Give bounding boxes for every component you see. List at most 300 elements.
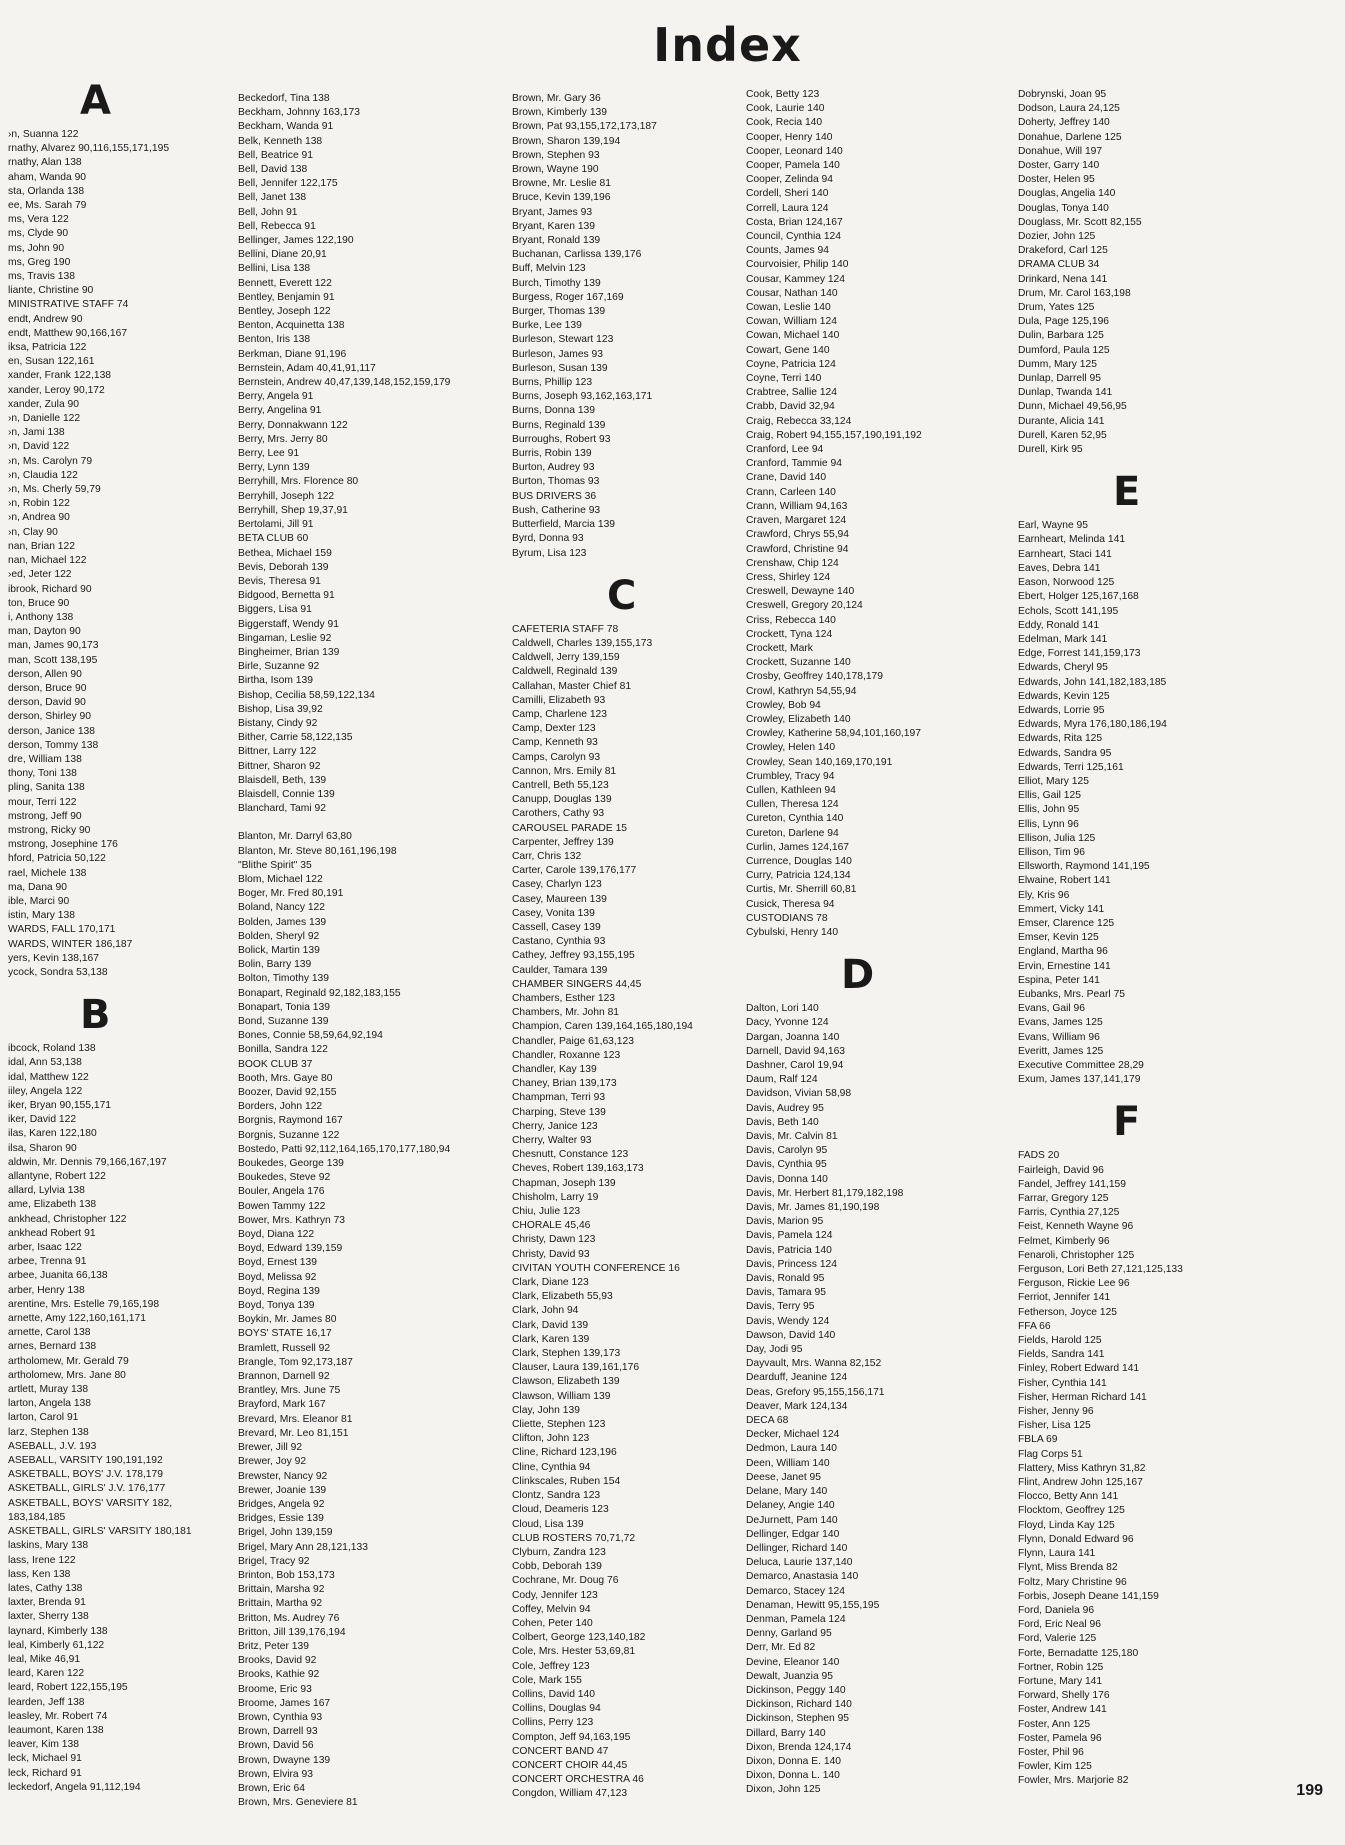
index-entry: Eddy, Ronald 141 xyxy=(1018,619,1100,631)
index-entry: DECA 68 xyxy=(746,1415,789,1427)
index-entry: Bingaman, Leslie 92 xyxy=(238,632,332,644)
index-entry: Ervin, Ernestine 141 xyxy=(1018,960,1111,972)
index-entry: Davis, Pamela 124 xyxy=(746,1230,833,1242)
index-entry: DeJurnett, Pam 140 xyxy=(746,1514,838,1526)
index-entry: Doster, Helen 95 xyxy=(1018,174,1095,186)
index-entry: Eason, Norwood 125 xyxy=(1018,577,1115,589)
index-entry: Bolton, Timothy 139 xyxy=(238,973,330,985)
index-entry: Curtis, Mr. Sherrill 60,81 xyxy=(746,884,857,896)
index-entry: Davis, Audrey 95 xyxy=(746,1102,824,1114)
index-entry: Davis, Ronald 95 xyxy=(746,1273,825,1285)
index-entry: rael, Michele 138 xyxy=(8,867,87,879)
index-entry: Daum, Ralf 124 xyxy=(746,1074,818,1086)
index-entry: Creswell, Dewayne 140 xyxy=(746,586,855,598)
index-entry: Dunlap, Darrell 95 xyxy=(1018,373,1101,385)
index-entry: Burke, Lee 139 xyxy=(512,320,582,332)
index-entry: yers, Kevin 138,167 xyxy=(8,952,100,964)
index-entry: Boyd, Diana 122 xyxy=(238,1229,315,1241)
index-entry: learden, Jeff 138 xyxy=(8,1696,85,1708)
index-entry: Booth, Mrs. Gaye 80 xyxy=(238,1072,333,1084)
index-entry: Brittain, Martha 92 xyxy=(238,1598,323,1610)
index-entry: Boland, Nancy 122 xyxy=(238,902,326,914)
index-entry: Craig, Rebecca 33,124 xyxy=(746,415,852,427)
index-entry: ASEBALL, VARSITY 190,191,192 xyxy=(8,1455,163,1467)
index-entry: leck, Richard 91 xyxy=(8,1767,82,1779)
index-entry: Derr, Mr. Ed 82 xyxy=(746,1642,816,1654)
index-entry: Crabtree, Sallie 124 xyxy=(746,387,838,399)
index-entry: aldwin, Mr. Dennis 79,166,167,197 xyxy=(8,1156,167,1168)
index-entry: Brigel, Mary Ann 28,121,133 xyxy=(238,1541,368,1553)
index-entry: Brinton, Bob 153,173 xyxy=(238,1569,335,1581)
index-entry: Dunn, Michael 49,56,95 xyxy=(1018,401,1127,413)
index-entry: Cooper, Leonard 140 xyxy=(746,145,843,157)
index-entry: Cousar, Kammey 124 xyxy=(746,273,846,285)
index-entry: Champman, Terri 93 xyxy=(512,1092,606,1104)
index-entry: Dearduff, Jeanine 124 xyxy=(746,1372,848,1384)
index-entry: Dayvault, Mrs. Wanna 82,152 xyxy=(746,1358,882,1370)
index-entry: Brannon, Darnell 92 xyxy=(238,1371,330,1383)
index-entry: Cullen, Theresa 124 xyxy=(746,799,839,811)
index-entry: Edwards, Lorrie 95 xyxy=(1018,704,1105,716)
index-entry: thony, Toni 138 xyxy=(8,768,77,780)
index-entry: mour, Terri 122 xyxy=(8,796,77,808)
index-entry: ASKETBALL, GIRLS' VARSITY 180,181 xyxy=(8,1526,192,1538)
index-entry: Ford, Eric Neal 96 xyxy=(1018,1619,1101,1631)
index-entry: Bidgood, Bernetta 91 xyxy=(238,590,335,602)
index-entry: laskins, Mary 138 xyxy=(8,1540,89,1552)
index-entry: Bower, Mrs. Kathryn 73 xyxy=(238,1214,346,1226)
index-entry: Davis, Donna 140 xyxy=(746,1173,828,1185)
index-entry: Collins, Douglas 94 xyxy=(512,1703,601,1715)
index-entry: Foster, Phil 96 xyxy=(1018,1746,1084,1758)
index-entry: Cureton, Darlene 94 xyxy=(746,827,839,839)
index-entry: Dunlap, Twanda 141 xyxy=(1018,387,1113,399)
index-entry: Blanton, Mr. Steve 80,161,196,198 xyxy=(238,845,397,857)
index-entry: ma, Dana 90 xyxy=(8,881,67,893)
index-entry: Fandel, Jeffrey 141,159 xyxy=(1018,1178,1127,1190)
index-entry: Edwards, John 141,182,183,185 xyxy=(1018,676,1167,688)
index-entry: Davis, Tamara 95 xyxy=(746,1287,826,1299)
index-entry: Berkman, Diane 91,196 xyxy=(238,348,347,360)
index-entry: WARDS, FALL 170,171 xyxy=(8,924,116,936)
index-entry: Fisher, Herman Richard 141 xyxy=(1018,1391,1147,1403)
index-entry: Biggers, Lisa 91 xyxy=(238,604,312,616)
index-entry: arnes, Bernard 138 xyxy=(8,1341,97,1353)
index-entry: Cook, Betty 123 xyxy=(746,89,820,100)
index-entry: laynard, Kimberly 138 xyxy=(8,1625,108,1637)
index-entry: Crawford, Christine 94 xyxy=(746,543,849,555)
index-entry: Bellinger, James 122,190 xyxy=(238,235,354,247)
index-entry: Butterfield, Marcia 139 xyxy=(512,519,616,531)
index-entry: CONCERT CHOIR 44,45 xyxy=(512,1759,628,1771)
index-entry: Carpenter, Jeffrey 139 xyxy=(512,836,614,848)
index-entry: ms, John 90 xyxy=(8,242,65,254)
index-entry: Echols, Scott 141,195 xyxy=(1018,605,1119,617)
index-entry: Forte, Bernadatte 125,180 xyxy=(1018,1647,1139,1659)
index-entry: Elliot, Mary 125 xyxy=(1018,775,1089,787)
index-entry: Camilli, Elizabeth 93 xyxy=(512,694,606,706)
index-entry: Edwards, Cheryl 95 xyxy=(1018,662,1108,674)
index-entry: iker, Bryan 90,155,171 xyxy=(8,1100,112,1111)
index-entry: arnette, Carol 138 xyxy=(8,1327,91,1339)
index-entry: leard, Karen 122 xyxy=(8,1668,85,1680)
index-entry: CAROUSEL PARADE 15 xyxy=(512,822,628,834)
index-entry: Colbert, George 123,140,182 xyxy=(512,1632,646,1644)
index-entry: Boozer, David 92,155 xyxy=(238,1087,337,1099)
index-entry: Bell, Jennifer 122,175 xyxy=(238,178,338,190)
index-entry: Brown, Eric 64 xyxy=(238,1782,305,1794)
index-entry: i, Anthony 138 xyxy=(8,611,74,623)
index-entry: Cole, Jeffrey 123 xyxy=(512,1660,590,1672)
index-entry: Brewer, Joanie 139 xyxy=(238,1484,327,1496)
index-entry: Deluca, Laurie 137,140 xyxy=(746,1557,853,1569)
index-entry: Bridges, Angela 92 xyxy=(238,1498,325,1510)
index-entry: Cowan, William 124 xyxy=(746,316,837,328)
index-entry: Clinkscales, Ruben 154 xyxy=(512,1475,621,1487)
index-entry: ›n, Ms. Carolyn 79 xyxy=(8,455,93,467)
index-entry: ame, Elizabeth 138 xyxy=(8,1199,97,1211)
index-entry: Brayford, Mark 167 xyxy=(238,1399,326,1411)
index-entry: Ellison, Julia 125 xyxy=(1018,832,1096,844)
index-entry: leckedorf, Angela 91,112,194 xyxy=(8,1781,141,1793)
index-entry: istin, Mary 138 xyxy=(8,910,75,922)
index-entry: Dula, Page 125,196 xyxy=(1018,316,1110,328)
index-entry: Burleson, Stewart 123 xyxy=(512,334,614,346)
index-entry: Courvoisier, Philip 140 xyxy=(746,259,849,271)
index-entry: Crane, David 140 xyxy=(746,472,827,484)
index-entry: Boyd, Ernest 139 xyxy=(238,1257,317,1269)
index-entry: Cherry, Walter 93 xyxy=(512,1135,592,1147)
index-entry: Boukedes, Steve 92 xyxy=(238,1172,331,1184)
index-entry: Bevis, Deborah 139 xyxy=(238,561,329,573)
index-entry: Dixon, Donna L. 140 xyxy=(746,1770,840,1782)
index-entry: Clyburn, Zandra 123 xyxy=(512,1546,606,1558)
index-entry: Brown, Darrell 93 xyxy=(238,1726,318,1738)
index-entry: Brewer, Joy 92 xyxy=(238,1456,307,1468)
index-entry: Brooks, Kathie 92 xyxy=(238,1669,320,1681)
index-entry: ycock, Sondra 53,138 xyxy=(8,966,108,978)
index-entry: Brown, Elvira 93 xyxy=(238,1768,313,1780)
index-entry: Camps, Carolyn 93 xyxy=(512,751,601,763)
index-entry: Douglas, Tonya 140 xyxy=(1018,202,1109,214)
index-entry: Cooper, Zelinda 94 xyxy=(746,174,834,186)
index-entry: Belk, Kenneth 138 xyxy=(238,135,323,147)
index-entry: Dacy, Yvonne 124 xyxy=(746,1017,829,1029)
index-entry: Bentley, Benjamin 91 xyxy=(238,291,335,303)
index-entry: Bell, David 138 xyxy=(238,164,308,176)
index-entry: Darnell, David 94,163 xyxy=(746,1045,846,1057)
index-entry: arbee, Juanita 66,138 xyxy=(8,1270,108,1282)
index-entry: Dickinson, Richard 140 xyxy=(746,1699,852,1711)
index-entry: Brangle, Tom 92,173,187 xyxy=(238,1356,353,1368)
index-entry: "Blithe Spirit" 35 xyxy=(238,859,312,871)
index-entry: Bell, John 91 xyxy=(238,206,298,218)
index-entry: ASKETBALL, BOYS' VARSITY 182, xyxy=(8,1497,173,1509)
index-entry: Clark, David 139 xyxy=(512,1319,589,1331)
index-entry: Borgnis, Raymond 167 xyxy=(238,1115,343,1127)
index-entry: Beckedorf, Tina 138 xyxy=(238,93,330,104)
index-entry: Decker, Michael 124 xyxy=(746,1429,840,1441)
index-entry: Delaney, Angie 140 xyxy=(746,1500,835,1512)
index-entry: Craig, Robert 94,155,157,190,191,192 xyxy=(746,429,922,441)
index-entry: Fowler, Mrs. Marjorie 82 xyxy=(1018,1775,1129,1787)
index-entry: Benton, Iris 138 xyxy=(238,334,311,346)
index-entry: Clark, Elizabeth 55,93 xyxy=(512,1291,613,1303)
section-letter: B xyxy=(80,992,111,1039)
index-entry: Durell, Kirk 95 xyxy=(1018,444,1083,456)
index-entry: Bryant, Ronald 139 xyxy=(512,235,601,247)
index-entry: Eubanks, Mrs. Pearl 75 xyxy=(1018,988,1126,1000)
index-entry: Bramlett, Russell 92 xyxy=(238,1342,331,1354)
index-entry: Carter, Carole 139,176,177 xyxy=(512,865,637,877)
index-entry: nan, Michael 122 xyxy=(8,555,87,567)
index-entry: Edelman, Mark 141 xyxy=(1018,633,1108,645)
index-entry: Bonapart, Reginald 92,182,183,155 xyxy=(238,987,401,999)
index-entry: Durante, Alicia 141 xyxy=(1018,415,1105,427)
index-entry: Bittner, Larry 122 xyxy=(238,746,317,758)
index-entry: liante, Christine 90 xyxy=(8,285,94,297)
index-entry: Burris, Robin 139 xyxy=(512,448,592,460)
index-entry: Brown, Kimberly 139 xyxy=(512,107,607,119)
index-entry: Cole, Mrs. Hester 53,69,81 xyxy=(512,1646,636,1658)
index-entry: Flynt, Miss Brenda 82 xyxy=(1018,1562,1118,1574)
index-entry: Britton, Jill 139,176,194 xyxy=(238,1626,346,1638)
index-entry: endt, Andrew 90 xyxy=(8,313,83,325)
index-entry: Brittain, Marsha 92 xyxy=(238,1584,325,1596)
index-entry: ASKETBALL, GIRLS' J.V. 176,177 xyxy=(8,1483,166,1495)
index-entry: Dashner, Carol 19,94 xyxy=(746,1060,844,1071)
index-entry: Casey, Vonita 139 xyxy=(512,907,595,919)
index-entry: Burger, Thomas 139 xyxy=(512,306,606,318)
index-entry: Edwards, Terri 125,161 xyxy=(1018,761,1124,773)
index-entry: Canupp, Douglas 139 xyxy=(512,794,612,806)
index-entry: Bonilla, Sandra 122 xyxy=(238,1044,328,1056)
index-entry: Bennett, Everett 122 xyxy=(238,277,332,289)
index-entry: Emser, Kevin 125 xyxy=(1018,932,1099,944)
index-entry: Browne, Mr. Leslie 81 xyxy=(512,178,612,190)
index-entry: Buff, Melvin 123 xyxy=(512,263,586,275)
index-entry: Cress, Shirley 124 xyxy=(746,571,831,583)
index-entry: iksa, Patricia 122 xyxy=(8,342,87,354)
index-entry: Davidson, Vivian 58,98 xyxy=(746,1088,852,1100)
index-entry: Brown, Pat 93,155,172,173,187 xyxy=(512,121,657,133)
index-entry: Doster, Garry 140 xyxy=(1018,160,1100,172)
index-entry: MINISTRATIVE STAFF 74 xyxy=(8,299,129,311)
index-entry: Deen, William 140 xyxy=(746,1457,830,1469)
index-entry: Davis, Princess 124 xyxy=(746,1258,837,1270)
index-entry: Dixon, Donna E. 140 xyxy=(746,1755,842,1767)
index-entry: Cannon, Mrs. Emily 81 xyxy=(512,765,617,777)
index-entry: en, Susan 122,161 xyxy=(8,356,95,368)
index-entry: Dedmon, Laura 140 xyxy=(746,1443,838,1455)
index-entry: Burns, Phillip 123 xyxy=(512,377,593,389)
index-entry: Fowler, Kim 125 xyxy=(1018,1761,1092,1773)
index-entry: derson, Shirley 90 xyxy=(8,711,91,723)
page-title: Index xyxy=(653,18,802,72)
index-entry: idal, Ann 53,138 xyxy=(8,1057,82,1069)
page-number: 199 xyxy=(1296,1782,1323,1799)
index-entry: Crowley, Helen 140 xyxy=(746,742,836,754)
index-entry: Donahue, Will 197 xyxy=(1018,145,1103,157)
index-entry: Executive Committee 28,29 xyxy=(1018,1060,1144,1071)
index-entry: Broome, James 167 xyxy=(238,1697,331,1709)
index-entry: Brevard, Mr. Leo 81,151 xyxy=(238,1427,349,1439)
index-entry: Bell, Rebecca 91 xyxy=(238,220,316,232)
index-entry: Cullen, Kathleen 94 xyxy=(746,784,836,796)
index-entry: Burleson, Susan 139 xyxy=(512,362,608,374)
index-entry: Bolin, Barry 139 xyxy=(238,959,312,971)
index-entry: Birtha, Isom 139 xyxy=(238,675,313,687)
index-entry: Beckham, Johnny 163,173 xyxy=(238,107,360,119)
index-entry xyxy=(238,816,450,830)
index-entry: lass, Ken 138 xyxy=(8,1568,71,1580)
index-entry: arnette, Amy 122,160,161,171 xyxy=(8,1313,146,1325)
index-entry: iker, David 122 xyxy=(8,1114,77,1126)
index-entry: Byrum, Lisa 123 xyxy=(512,547,587,559)
index-entry: Cherry, Janice 123 xyxy=(512,1120,598,1132)
index-entry: Cheves, Robert 139,163,173 xyxy=(512,1163,644,1175)
index-entry: Fields, Sandra 141 xyxy=(1018,1349,1105,1361)
index-entry: Clawson, William 139 xyxy=(512,1390,611,1402)
index-entry: Crowley, Bob 94 xyxy=(746,699,821,711)
index-entry: Doherty, Jeffrey 140 xyxy=(1018,117,1110,129)
index-entry: Cloud, Lisa 139 xyxy=(512,1518,584,1530)
index-entry: Bryant, James 93 xyxy=(512,206,593,218)
index-entry: lates, Cathy 138 xyxy=(8,1582,83,1594)
index-entry: Dixon, Brenda 124,174 xyxy=(746,1741,852,1753)
index-entry: larton, Angela 138 xyxy=(8,1398,92,1410)
index-entry: Cook, Recia 140 xyxy=(746,117,823,129)
index-entry: ee, Ms. Sarah 79 xyxy=(8,200,87,212)
index-entry: mstrong, Josephine 176 xyxy=(8,839,118,851)
index-entry: Casey, Maureen 139 xyxy=(512,893,607,905)
index-entry: Bertolami, Jill 91 xyxy=(238,519,314,531)
index-entry: Cobb, Deborah 139 xyxy=(512,1561,602,1573)
index-entry: Dawson, David 140 xyxy=(746,1329,836,1341)
index-entry: Boukedes, George 139 xyxy=(238,1158,344,1170)
index-entry: Cohen, Peter 140 xyxy=(512,1617,593,1629)
index-entry: Davis, Mr. Herbert 81,179,182,198 xyxy=(746,1187,904,1199)
index-entry: Bones, Connie 58,59,64,92,194 xyxy=(238,1030,383,1042)
index-entry: Bruce, Kevin 139,196 xyxy=(512,192,611,204)
index-entry: Crowley, Katherine 58,94,101,160,197 xyxy=(746,728,921,740)
index-entry: Blom, Michael 122 xyxy=(238,873,323,885)
index-entry: Fairleigh, David 96 xyxy=(1018,1164,1104,1176)
index-entry: Britton, Ms. Audrey 76 xyxy=(238,1612,340,1624)
index-entry: Bernstein, Andrew 40,47,139,148,152,159,179 xyxy=(238,377,451,389)
index-entry: Berry, Angelina 91 xyxy=(238,405,322,417)
index-entry: Brewer, Jill 92 xyxy=(238,1442,303,1454)
index-entry: Edwards, Rita 125 xyxy=(1018,733,1103,745)
index-entry: BOOK CLUB 37 xyxy=(238,1058,313,1070)
index-entry: Camp, Dexter 123 xyxy=(512,723,596,735)
index-entry: man, Scott 138,195 xyxy=(8,654,98,666)
index-entry: Council, Cynthia 124 xyxy=(746,231,842,243)
index-entry: Curlin, James 124,167 xyxy=(746,841,850,853)
index-entry: Deese, Janet 95 xyxy=(746,1471,821,1483)
index-entry: Crann, Carleen 140 xyxy=(746,486,836,498)
index-entry: Burns, Reginald 139 xyxy=(512,419,606,431)
index-entry: Davis, Marion 95 xyxy=(746,1216,824,1228)
index-entry: Congdon, William 47,123 xyxy=(512,1788,628,1800)
index-entry: Drakeford, Carl 125 xyxy=(1018,245,1108,257)
index-entry: ms, Clyde 90 xyxy=(8,228,69,240)
index-entry: laxter, Sherry 138 xyxy=(8,1611,89,1623)
index-entry: ms, Vera 122 xyxy=(8,214,69,226)
index-entry: Davis, Mr. Calvin 81 xyxy=(746,1131,838,1143)
index-entry: Flynn, Laura 141 xyxy=(1018,1548,1096,1560)
index-entry: idal, Matthew 122 xyxy=(8,1071,89,1083)
index-entry: Bonapart, Tonia 139 xyxy=(238,1001,330,1013)
index-entry: ›n, Suanna 122 xyxy=(8,129,79,140)
index-entry: Craven, Margaret 124 xyxy=(746,515,847,527)
index-entry: Floyd, Linda Kay 125 xyxy=(1018,1519,1115,1531)
index-entry: Bither, Carrie 58,122,135 xyxy=(238,732,353,744)
index-entry: Burton, Thomas 93 xyxy=(512,476,600,488)
index-entry: arber, Isaac 122 xyxy=(8,1242,82,1254)
index-entry: Cousar, Nathan 140 xyxy=(746,287,838,299)
index-entry: Ferriot, Jennifer 141 xyxy=(1018,1292,1111,1304)
index-entry: Elwaine, Robert 141 xyxy=(1018,875,1111,887)
index-entry: leard, Robert 122,155,195 xyxy=(8,1682,128,1694)
index-column-3 xyxy=(512,92,693,1802)
index-entry: Carr, Chris 132 xyxy=(512,850,582,862)
index-entry: Crumbley, Tracy 94 xyxy=(746,770,835,782)
index-entry: Cureton, Cynthia 140 xyxy=(746,813,844,825)
index-entry: arber, Henry 138 xyxy=(8,1284,85,1296)
index-entry: Dodson, Laura 24,125 xyxy=(1018,103,1120,115)
index-entry: Fisher, Lisa 125 xyxy=(1018,1420,1091,1432)
index-entry: Boger, Mr. Fred 80,191 xyxy=(238,888,344,900)
index-entry: Caldwell, Jerry 139,159 xyxy=(512,652,620,664)
index-entry: CONCERT ORCHESTRA 46 xyxy=(512,1774,644,1786)
index-entry: pling, Sanita 138 xyxy=(8,782,85,794)
index-entry: mstrong, Jeff 90 xyxy=(8,810,82,822)
index-entry: Brown, Dwayne 139 xyxy=(238,1754,331,1766)
index-entry: Cowart, Gene 140 xyxy=(746,344,830,356)
index-entry: Correll, Laura 124 xyxy=(746,202,829,214)
index-entry: Dobrynski, Joan 95 xyxy=(1018,89,1107,100)
index-entry: aham, Wanda 90 xyxy=(8,171,87,183)
index-entry: Flattery, Miss Kathryn 31,82 xyxy=(1018,1462,1146,1474)
index-entry: Clark, John 94 xyxy=(512,1305,579,1317)
index-entry: ms, Greg 190 xyxy=(8,256,71,268)
index-entry: Fields, Harold 125 xyxy=(1018,1335,1102,1347)
index-entry: Foltz, Mary Christine 96 xyxy=(1018,1576,1127,1588)
index-entry: Dickinson, Peggy 140 xyxy=(746,1684,846,1696)
index-entry: ilas, Karen 122,180 xyxy=(8,1128,97,1140)
index-entry: Fortner, Robin 125 xyxy=(1018,1661,1104,1673)
index-entry: ton, Bruce 90 xyxy=(8,597,70,609)
index-entry: derson, David 90 xyxy=(8,697,86,709)
index-entry: Farris, Cynthia 27,125 xyxy=(1018,1207,1120,1219)
index-entry: Edwards, Sandra 95 xyxy=(1018,747,1112,759)
index-entry: Flocktom, Geoffrey 125 xyxy=(1018,1505,1125,1517)
index-entry: Dargan, Joanna 140 xyxy=(746,1031,840,1043)
index-entry: Flocco, Betty Ann 141 xyxy=(1018,1491,1119,1503)
index-column-2 xyxy=(238,92,450,1810)
index-entry: Exum, James 137,141,179 xyxy=(1018,1074,1141,1086)
index-entry: Beckham, Wanda 91 xyxy=(238,121,334,133)
index-entry: Davis, Mr. James 81,190,198 xyxy=(746,1202,880,1214)
index-entry: Flynn, Donald Edward 96 xyxy=(1018,1533,1134,1545)
index-entry: Cassell, Casey 139 xyxy=(512,921,601,933)
index-entry: rnathy, Alvarez 90,116,155,171,195 xyxy=(8,143,170,155)
index-entry: Feist, Kenneth Wayne 96 xyxy=(1018,1221,1134,1233)
index-entry: rnathy, Alan 138 xyxy=(8,157,82,169)
index-entry: Ferguson, Rickie Lee 96 xyxy=(1018,1278,1130,1290)
index-entry: Crockett, Tyna 124 xyxy=(746,628,833,640)
